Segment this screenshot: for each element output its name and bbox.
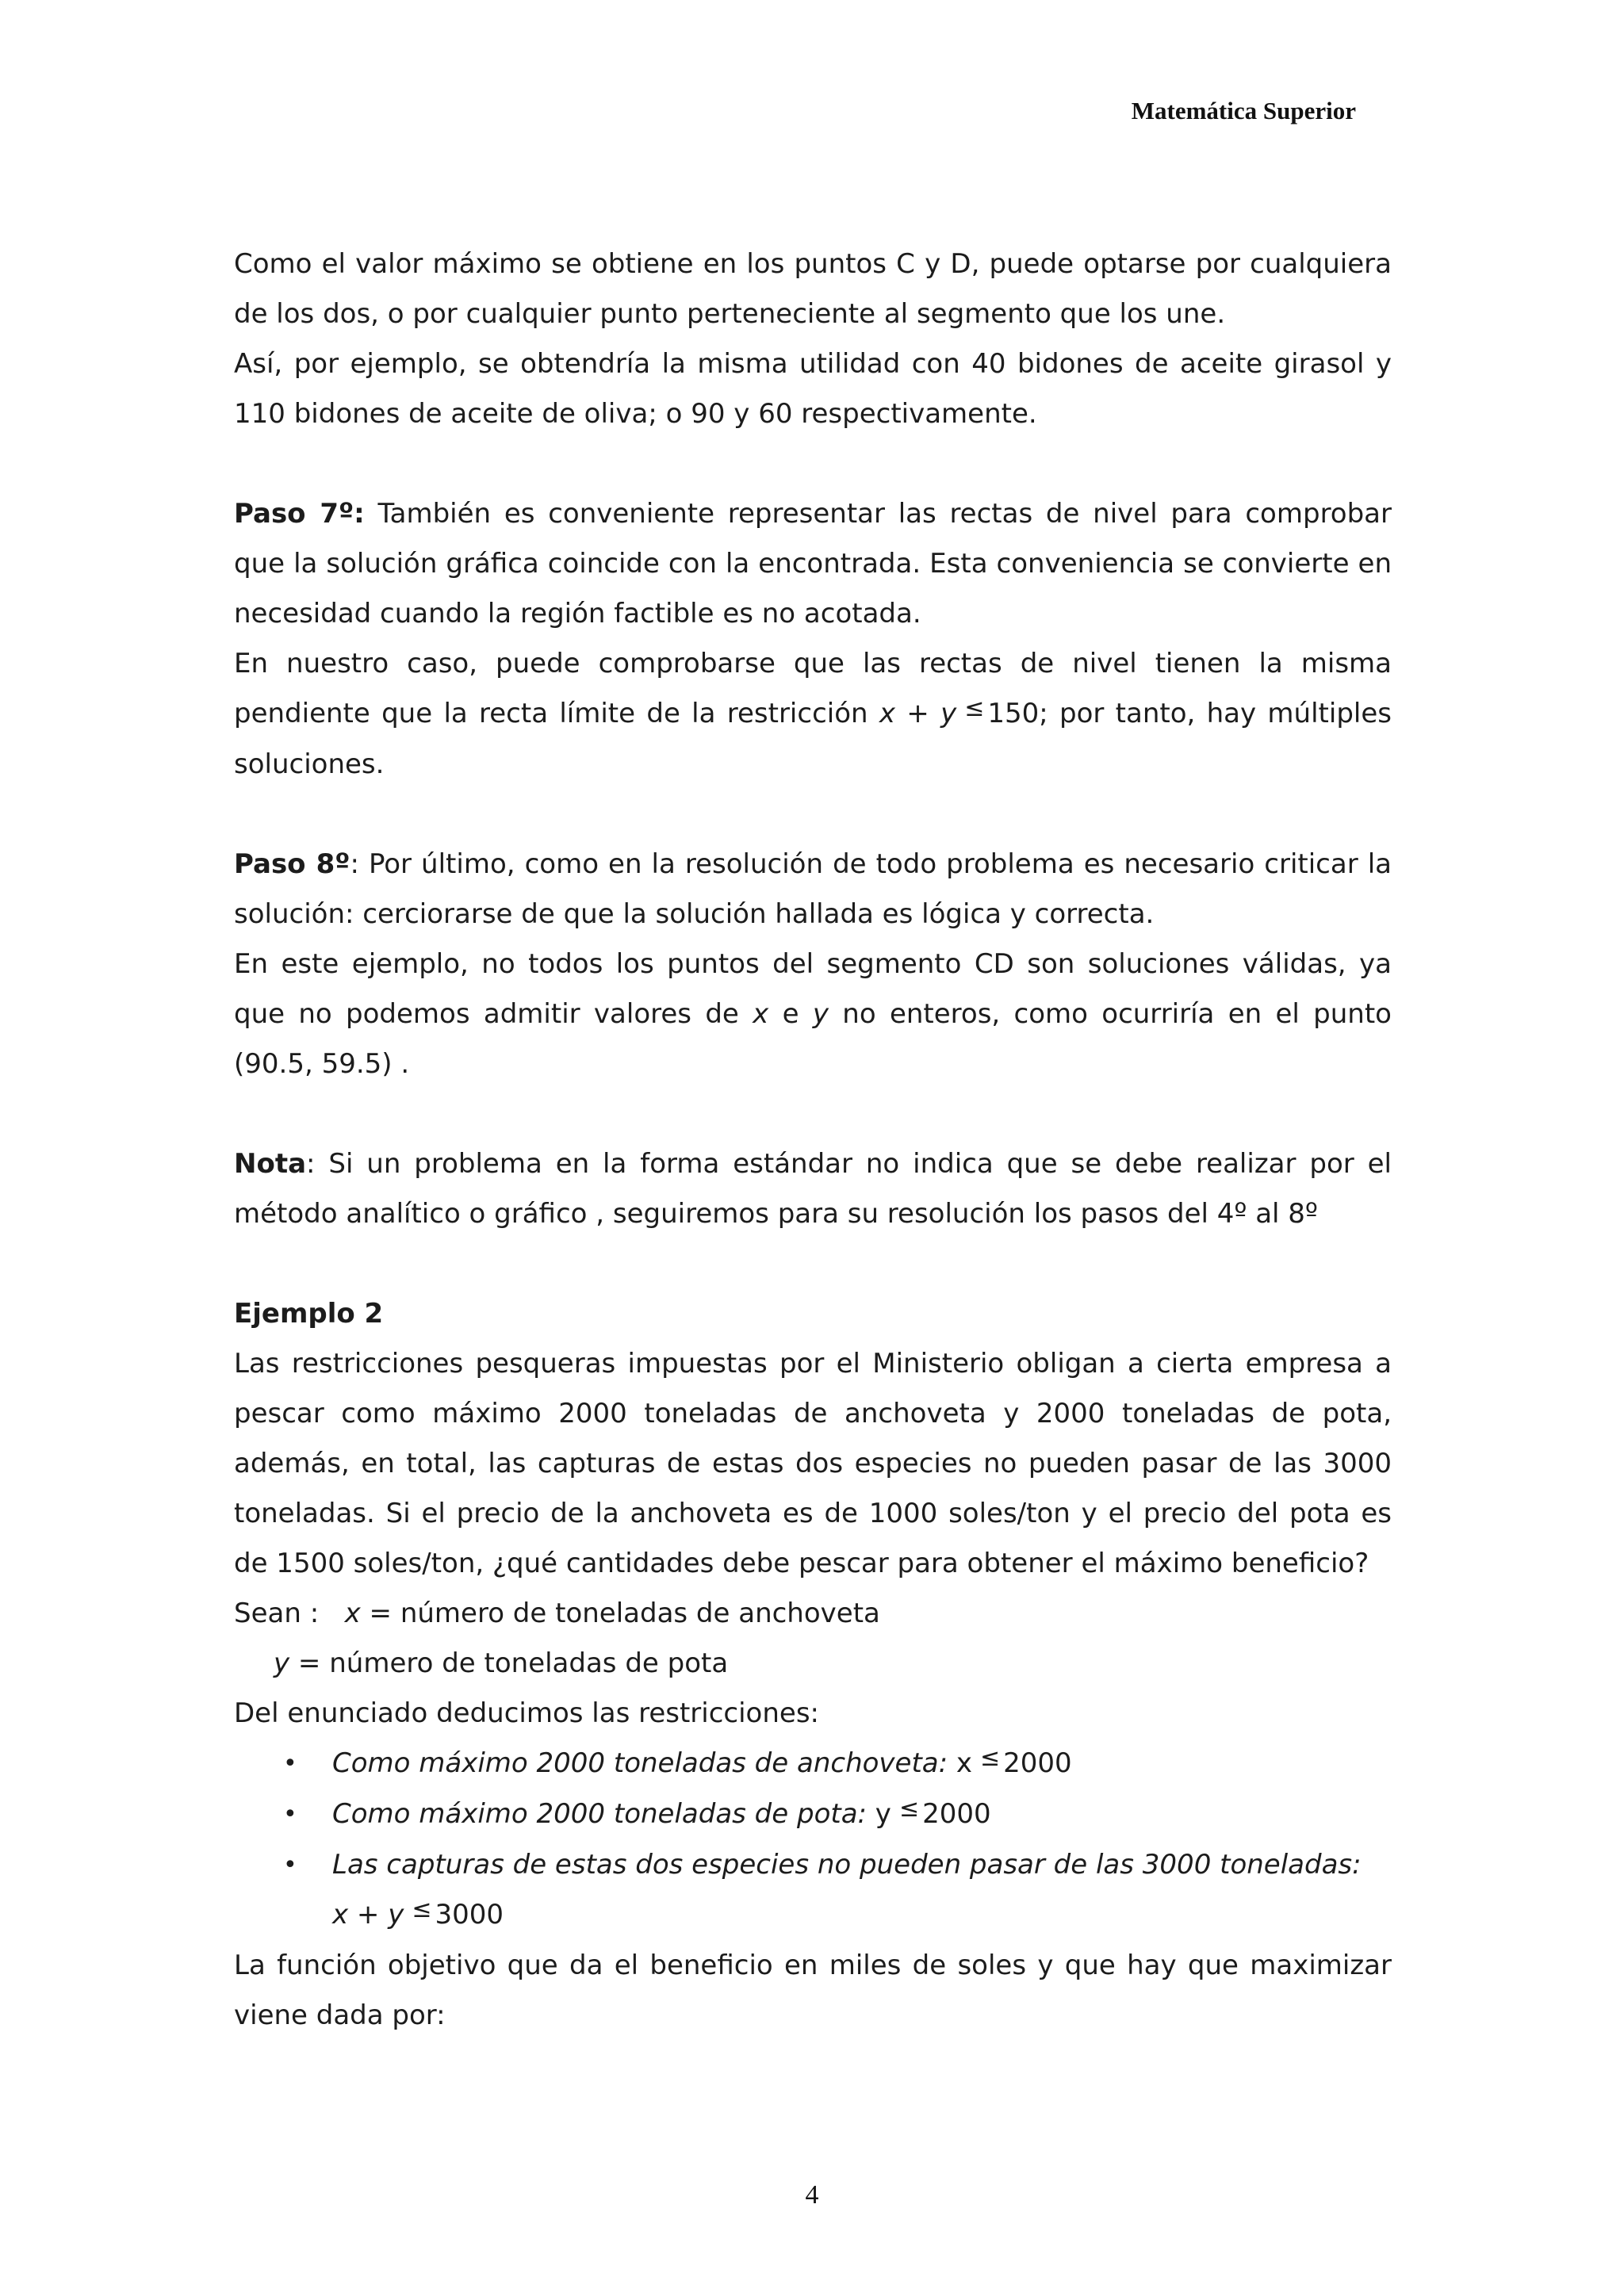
level-lines-text-a: En nuestro caso, puede comprobarse que las rectas de nivel tienen la misma pendiente que la recta límite de la restricción	[234, 648, 1392, 729]
restriction-expression: x	[948, 1747, 973, 1779]
bullet-icon: •	[283, 1750, 297, 1777]
paso-8-text: : Por último, como en la resolución de todo problema es necesario criticar la solución: cerciorarse de que la solución hallada es lógica y correcta.	[234, 848, 1392, 930]
sean-label: Sean :	[234, 1598, 320, 1629]
definition-x	[234, 1589, 1392, 1639]
paragraph-optimum-points: Como el valor máximo se obtiene en los puntos C y D, puede optarse por cualquiera de los dos, o por cualquier punto perteneciente al segmento que los une.	[234, 248, 1392, 330]
restrictions-list	[234, 1739, 1392, 1941]
page-header-title: Matemática Superior	[1131, 97, 1356, 124]
restriction-value: 2000	[922, 1798, 991, 1830]
list-item	[234, 1739, 1392, 1789]
definition-x-text: = número de toneladas de anchoveta	[360, 1598, 880, 1629]
paragraph-nota	[234, 1139, 1392, 1239]
less-equal-symbol: ≤	[964, 695, 985, 722]
paragraph-paso-8	[234, 840, 1392, 939]
segment-text-a: En este ejemplo, no todos los puntos del segmento CD son soluciones válidas, ya que no podemos admitir valores de	[234, 948, 1392, 1030]
definition-y	[234, 1639, 1392, 1689]
bullet-icon: •	[283, 1800, 297, 1828]
restrictions-intro: Del enunciado deducimos las restricciones:	[234, 1697, 819, 1729]
constraint-expression: x + y	[879, 698, 957, 729]
paso-7-label: Paso 7º:	[234, 498, 365, 530]
paragraph-segment-cd	[234, 939, 1392, 1089]
restriction-expression: x + y	[332, 1899, 404, 1931]
variable-x: x	[753, 998, 769, 1030]
list-item	[234, 1789, 1392, 1840]
paragraph-ejemplo-2: Las restricciones pesqueras impuestas por el Ministerio obligan a cierta empresa a pescar como máximo 2000 toneladas de anchoveta y 2000 toneladas de pota, además, en total, las capturas de estas dos especies no pueden pasar de las 3000 toneladas. Si el precio de la anchoveta es de 1000 soles/ton y el precio del pota es de 1500 soles/ton, ¿qué cantidades debe pescar para obtener el máximo beneficio?	[234, 1348, 1392, 1579]
segment-text-c: no enteros, como ocurriría en el punto (90.5, 59.5) .	[234, 998, 1392, 1080]
paso-7-text: También es conveniente representar las rectas de nivel para comprobar que la solución gráfica coincide con la encontrada. Esta conveniencia se convierte en necesidad cuando la región factible es no acotada.	[234, 498, 1392, 629]
variable-x: x	[344, 1598, 361, 1629]
less-equal-symbol: ≤	[898, 1795, 920, 1823]
nota-label: Nota	[234, 1148, 307, 1180]
paragraph-example-utility: Así, por ejemplo, se obtendría la misma utilidad con 40 bidones de aceite girasol y 110 bidones de aceite de oliva; o 90 y 60 respectivamente.	[234, 348, 1392, 430]
less-equal-symbol: ≤	[412, 1896, 432, 1923]
restriction-expression: y	[867, 1798, 891, 1830]
paso-8-label: Paso 8º	[234, 848, 350, 880]
spacer	[234, 1089, 1392, 1139]
segment-text-b: e	[768, 998, 813, 1030]
restriction-value: 2000	[1003, 1747, 1072, 1779]
definition-y-text: = número de toneladas de pota	[289, 1647, 729, 1679]
restriction-text: Como máximo 2000 toneladas de pota:	[332, 1798, 867, 1830]
spacer	[234, 790, 1392, 840]
restriction-text: Como máximo 2000 toneladas de anchoveta:	[332, 1747, 948, 1779]
variable-y: y	[812, 998, 829, 1030]
page-number: 4	[805, 2180, 819, 2210]
document-body	[234, 239, 1392, 2041]
level-lines-text-b: 150; por tanto, hay múltiples soluciones.	[234, 698, 1392, 780]
ejemplo-2-label: Ejemplo 2	[234, 1298, 384, 1330]
paragraph-level-lines	[234, 639, 1392, 790]
variable-y: y	[274, 1647, 290, 1679]
bullet-icon: •	[283, 1851, 297, 1879]
paragraph-objective-function: La función objetivo que da el beneficio en miles de soles y que hay que maximizar viene dada por:	[234, 1950, 1392, 2031]
spacer	[234, 439, 1392, 489]
section-title-ejemplo-2	[234, 1289, 1392, 1339]
paragraph-paso-7	[234, 489, 1392, 639]
nota-text: : Si un problema en la forma estándar no indica que se debe realizar por el método analítico o gráfico , seguiremos para su resolución los pasos del 4º al 8º	[234, 1148, 1392, 1230]
list-item	[234, 1840, 1392, 1941]
restriction-text: Las capturas de estas dos especies no pueden pasar de las 3000 toneladas:	[332, 1849, 1362, 1881]
spacer	[234, 1239, 1392, 1289]
less-equal-symbol: ≤	[980, 1744, 1001, 1772]
restriction-value: 3000	[435, 1899, 504, 1931]
